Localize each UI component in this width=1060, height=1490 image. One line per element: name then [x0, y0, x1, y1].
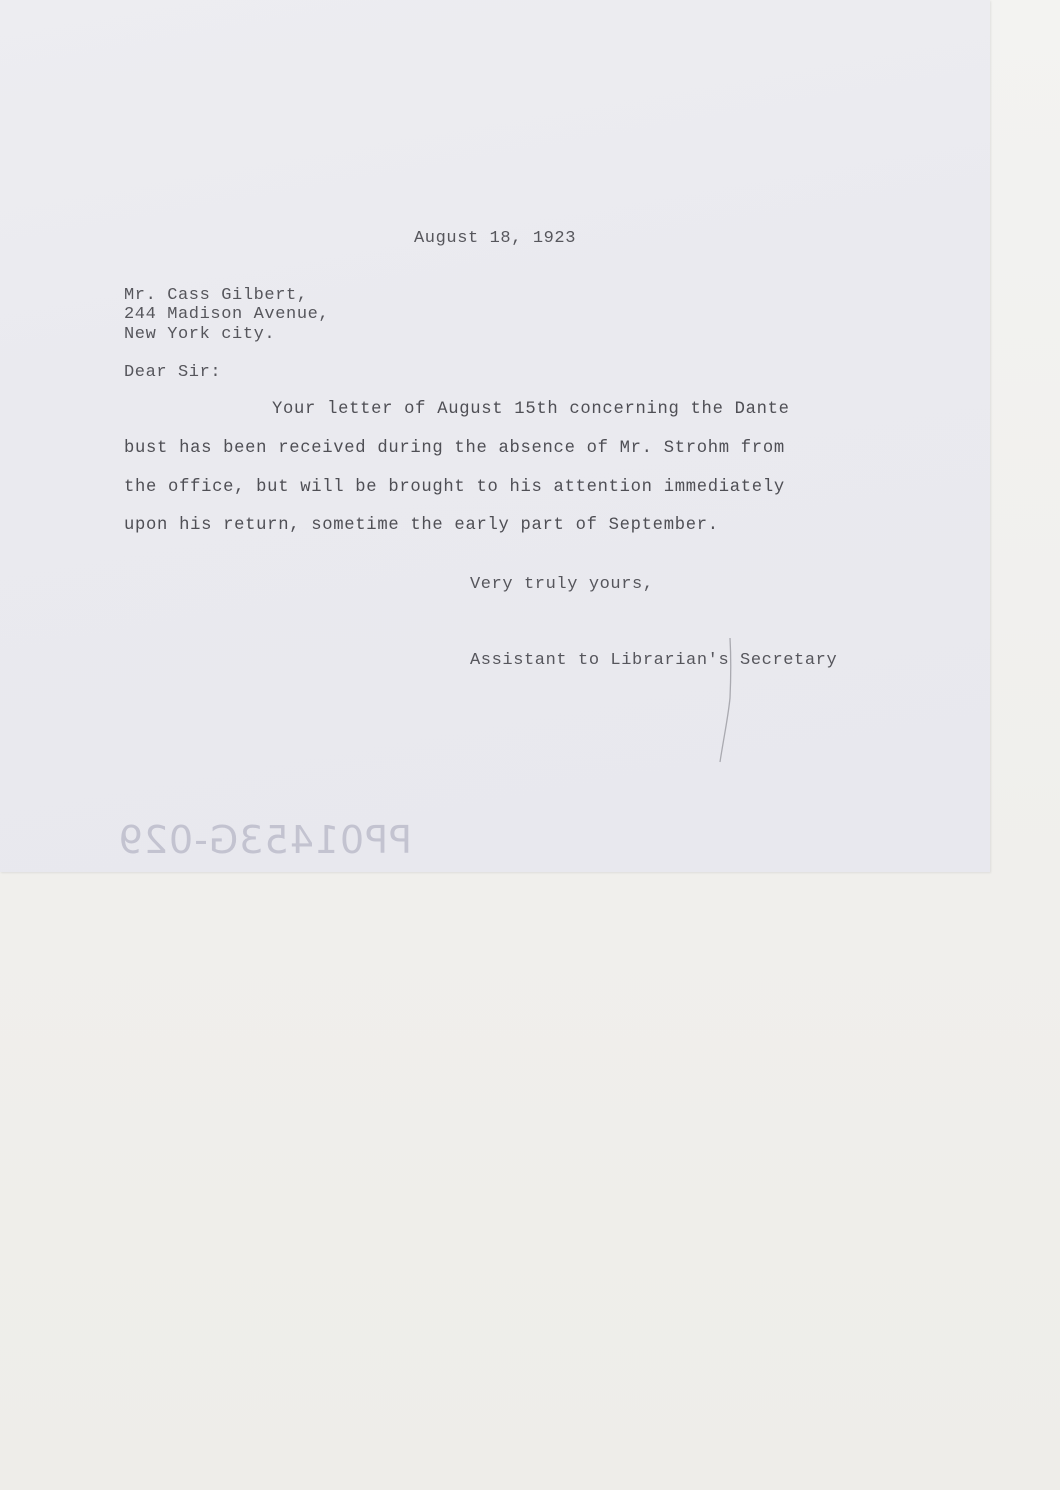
salutation: Dear Sir:: [124, 363, 222, 382]
recipient-street: 244 Madison Avenue,: [124, 305, 330, 324]
recipient-city: New York city.: [124, 325, 276, 344]
body-line: upon his return, sometime the early part of September.: [124, 516, 719, 535]
closing: Very truly yours,: [470, 575, 654, 594]
recipient-name: Mr. Cass Gilbert,: [124, 286, 308, 305]
body-line: Your letter of August 15th concerning the Dante: [272, 400, 790, 419]
letter-date: August 18, 1923: [414, 229, 577, 248]
ink-stroke-mark: [700, 636, 750, 766]
signature-title: Assistant to Librarian's Secretary: [470, 651, 838, 670]
body-line: bust has been received during the absence of Mr. Strohm from: [124, 439, 785, 458]
body-line: the office, but will be brought to his attention immediately: [124, 478, 785, 497]
archive-stamp: PP01453G-029: [117, 818, 412, 862]
